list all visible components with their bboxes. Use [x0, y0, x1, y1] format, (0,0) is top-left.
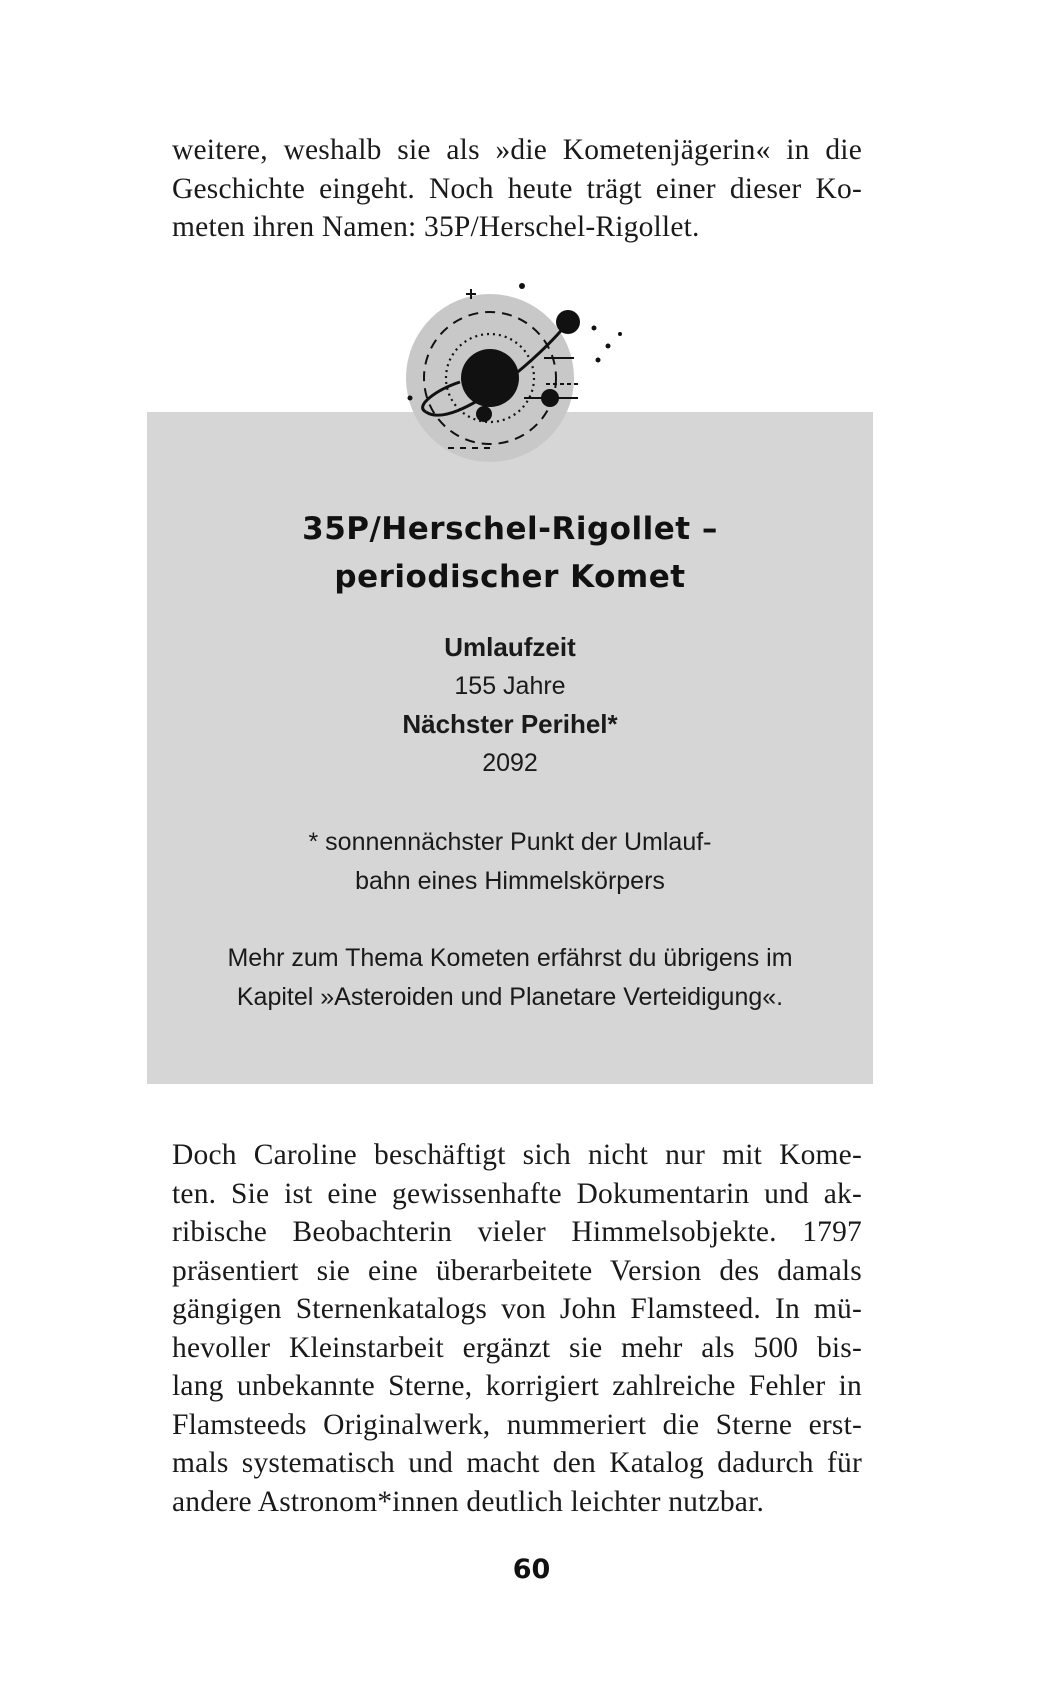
page-number: 60: [512, 1554, 551, 1585]
infobox-title-line: 35P/Herschel-Rigollet –: [302, 511, 718, 547]
paragraph-line: weitere, weshalb sie als »die Kometenjägerin« in die: [172, 134, 862, 166]
star-dot: [519, 283, 525, 289]
more-info-line: Kapitel »Asteroiden und Planetare Verteidigung«.: [236, 982, 784, 1011]
fact-label-orbital-period: Umlaufzeit: [444, 632, 576, 662]
paragraph-line: meten ihren Namen: 35P/Herschel-Rigollet.: [172, 211, 700, 243]
infobox-title-line: periodischer Komet: [334, 559, 686, 595]
star-dot: [606, 344, 611, 349]
paragraph-line: hevoller Kleinstarbeit ergänzt sie mehr als 500 bis-: [172, 1331, 862, 1364]
paragraph-line: andere Astronom*innen deutlich leichter nutzbar.: [172, 1485, 765, 1518]
more-info-note: [147, 939, 873, 1016]
star-dot: [596, 358, 601, 363]
top-paragraph: [172, 131, 862, 247]
footnote-line: * sonnennächster Punkt der Umlauf-: [308, 828, 712, 856]
paragraph-line: Flamsteeds Originalwerk, nummeriert die Sterne erst-: [172, 1408, 862, 1441]
comet-facts: [147, 628, 873, 782]
star-dot: [592, 326, 597, 331]
fact-value-orbital-period: 155 Jahre: [454, 671, 566, 700]
paragraph-line: mals systematisch und macht den Katalog dadurch für: [172, 1447, 862, 1479]
fact-value-perihelion: 2092: [482, 748, 538, 777]
star-dot: [618, 332, 622, 336]
bottom-paragraph: [172, 1136, 862, 1521]
paragraph-line: gängigen Sternenkatalogs von John Flamsteed. In mü-: [172, 1293, 862, 1325]
paragraph-line: ten. Sie ist eine gewissenhafte Dokumentarin und ak-: [172, 1177, 862, 1210]
paragraph-line: lang unbekannte Sterne, korrigiert zahlreiche Fehler in: [172, 1370, 862, 1402]
moon-small: [476, 406, 492, 422]
paragraph-line: Doch Caroline beschäftigt sich nicht nur mit Kome-: [172, 1139, 862, 1171]
footnote-line: bahn eines Himmelskörpers: [355, 866, 665, 895]
paragraph-line: Geschichte eingeht. Noch heute trägt einer dieser Ko-: [172, 172, 862, 205]
moon-large: [556, 310, 580, 334]
fact-label-perihelion: Nächster Perihel*: [402, 709, 618, 739]
more-info-line: Mehr zum Thema Kometen erfährst du übrigens im: [227, 944, 793, 972]
paragraph-line: präsentiert sie eine überarbeitete Version des damals: [172, 1254, 862, 1287]
star-dot: [408, 396, 413, 401]
orbit-planet-icon: [396, 282, 686, 482]
paragraph-line: ribische Beobachterin vieler Himmelsobjekte. 1797: [172, 1216, 862, 1248]
perihelion-footnote: [147, 823, 873, 900]
infobox-title: [147, 505, 873, 601]
